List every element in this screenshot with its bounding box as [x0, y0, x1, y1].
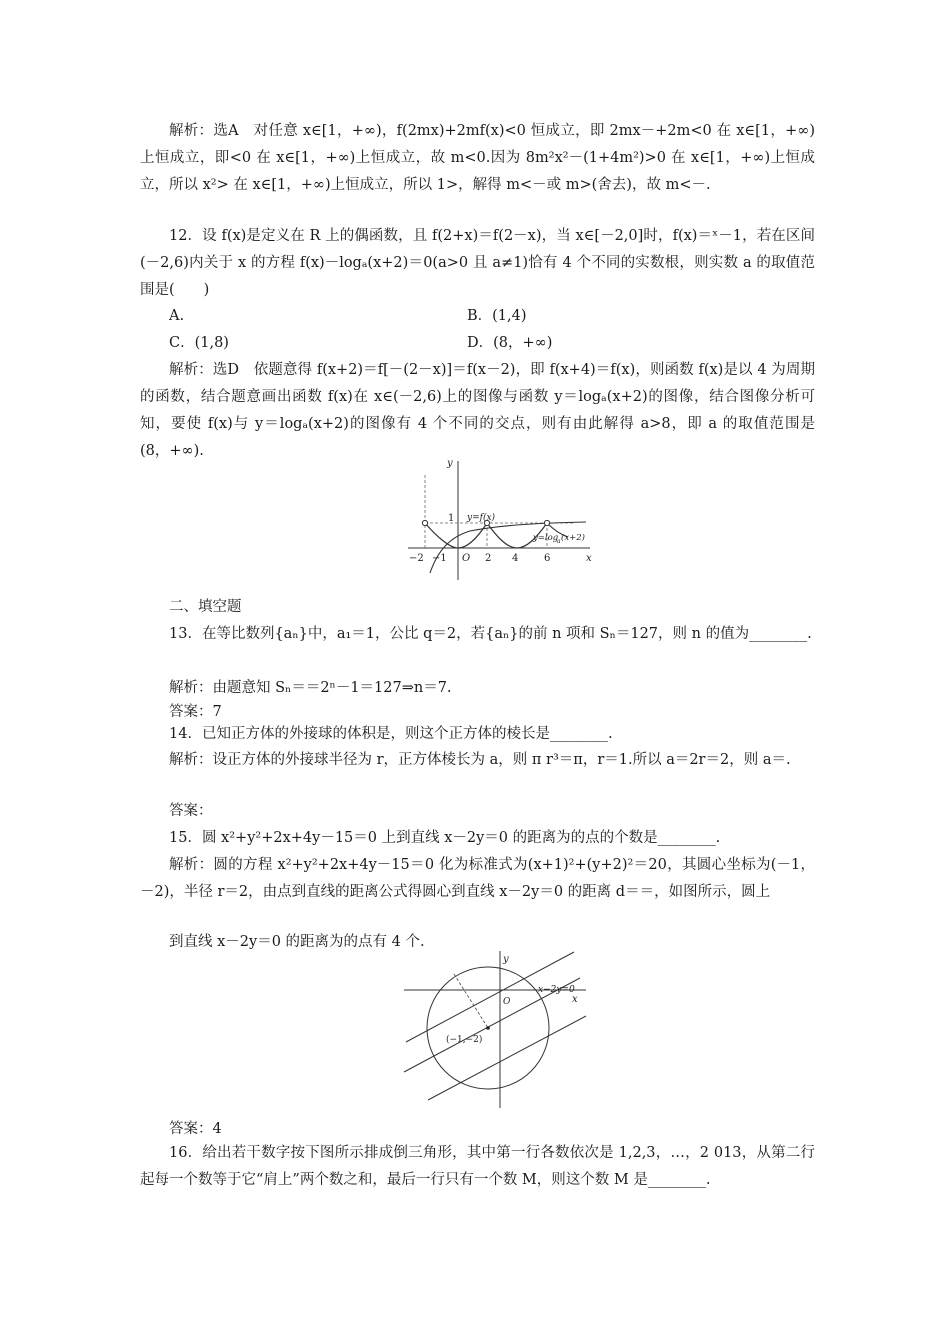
solution-12: 解析：选D 依题意得 f(x+2)＝f[－(2－x)]＝f(x－2)，即 f(x+4)＝f(x)，则函数 f(x)是以 4 为周期的函数，结合题意画出函数 f(x)在 x∈(－2,6)上的图像与函数 y＝logₐ(x+2)的图像，结合图像分析可知，要使 f(x)与 y＝logₐ(x+2)的图像有 4 个不同的交点，则有由此解得 a>8，即 a 的取值范围是(8，+∞). — [140, 362, 815, 459]
option-d: D．(8，+∞) — [467, 335, 553, 351]
option-b: B．(1,4) — [467, 308, 527, 324]
question-12: 12．设 f(x)是定义在 R 上的偶函数，且 f(2+x)＝f(2－x)，当 x∈[－2,0]时，f(x)＝ˣ－1，若在区间(－2,6)内关于 x 的方程 f(x)－logₐ(x+2)＝0(a>0 且 a≠1)恰有 4 个不同的实数根，则实数 a 的取值范围是( ) — [140, 228, 815, 298]
fig2-origin: O — [503, 997, 511, 1007]
question-16: 16．给出若干数字按下图所示排成倒三角形，其中第一行各数依次是 1,2,3，…，2 013，从第二行起每一个数等于它“肩上”两个数之和，最后一行只有一个数 M，则这个数 M 是________. — [140, 1145, 815, 1188]
parallel-line-2 — [428, 1016, 586, 1100]
label-log-base: a — [557, 538, 561, 545]
section-heading-fill: 二、填空题 — [169, 599, 242, 615]
label-y-fx: y=f(x) — [467, 513, 496, 523]
tick-6: 6 — [544, 553, 551, 564]
answer-13: 答案：7 — [169, 704, 222, 720]
fig2-x-label: x — [572, 994, 578, 1005]
fig1-x-label: x — [586, 553, 592, 564]
answer-15: 答案：4 — [169, 1121, 222, 1137]
tick-4: 4 — [512, 553, 519, 564]
label-x-2y: x−2y=0 — [538, 985, 575, 995]
label-log-arg: (x+2) — [561, 533, 585, 543]
label-center: (−1,−2) — [446, 1035, 483, 1045]
open-point-right — [544, 520, 549, 525]
answer-14: 答案： — [169, 803, 213, 819]
fig1-origin: O — [462, 553, 471, 564]
solution-13: 解析：由题意知 Sₙ＝＝2ⁿ－1＝127⇒n＝7. — [169, 680, 452, 696]
function-graph-figure — [400, 455, 595, 585]
question-13: 13．在等比数列{aₙ}中，a₁＝1，公比 q＝2，若{aₙ}的前 n 项和 Sₙ＝127，则 n 的值为________. — [169, 626, 812, 642]
fig2-y-label: y — [503, 954, 509, 965]
solution-11: 解析：选A 对任意 x∈[1，+∞)，f(2mx)+2mf(x)<0 恒成立，即 2mx－+2m<0 在 x∈[1，+∞)上恒成立，即<0 在 x∈[1，+∞)上恒成立，故 m<0.因为 8m²x²－(1+4m²)>0 在 x∈[1，+∞)上恒成立，所以 x²> 在 x∈[1，+∞)上恒成立，所以 1>，解得 m<－或 m>(舍去)，故 m<－. — [140, 123, 815, 193]
option-c: C．(1,8) — [169, 335, 229, 351]
option-a: A. — [169, 308, 185, 324]
fig1-one: 1 — [448, 513, 455, 524]
solution-15: 解析：圆的方程 x²+y²+2x+4y－15＝0 化为标准式为(x+1)²+(y+2)²＝20，其圆心坐标为(－1，－2)，半径 r＝2，由点到直线的距离公式得圆心到直线 x－2y＝0 的距离 d＝＝，如图所示，圆上 — [140, 857, 815, 900]
label-y-log: y=log — [533, 533, 559, 543]
solution-14: 解析：设正方体的外接球半径为 r，正方体棱长为 a，则 π r³＝π，r＝1.所以 a＝2r＝2，则 a＝. — [169, 752, 791, 768]
center-point — [486, 1026, 490, 1030]
solution-15-continued: 到直线 x－2y＝0 的距离为的点有 4 个. — [169, 934, 425, 950]
tick-2: 2 — [485, 553, 492, 564]
tick-neg2: −2 — [409, 553, 424, 564]
circle-lines-figure — [400, 948, 590, 1118]
question-15: 15．圆 x²+y²+2x+4y－15＝0 上到直线 x－2y＝0 的距离为的点的个数是________. — [169, 830, 721, 846]
fig1-y-label: y — [447, 458, 453, 469]
tick-neg1: −1 — [432, 553, 447, 564]
open-point-left — [422, 520, 427, 525]
question-14: 14．已知正方体的外接球的体积是，则这个正方体的棱长是________. — [169, 726, 613, 742]
